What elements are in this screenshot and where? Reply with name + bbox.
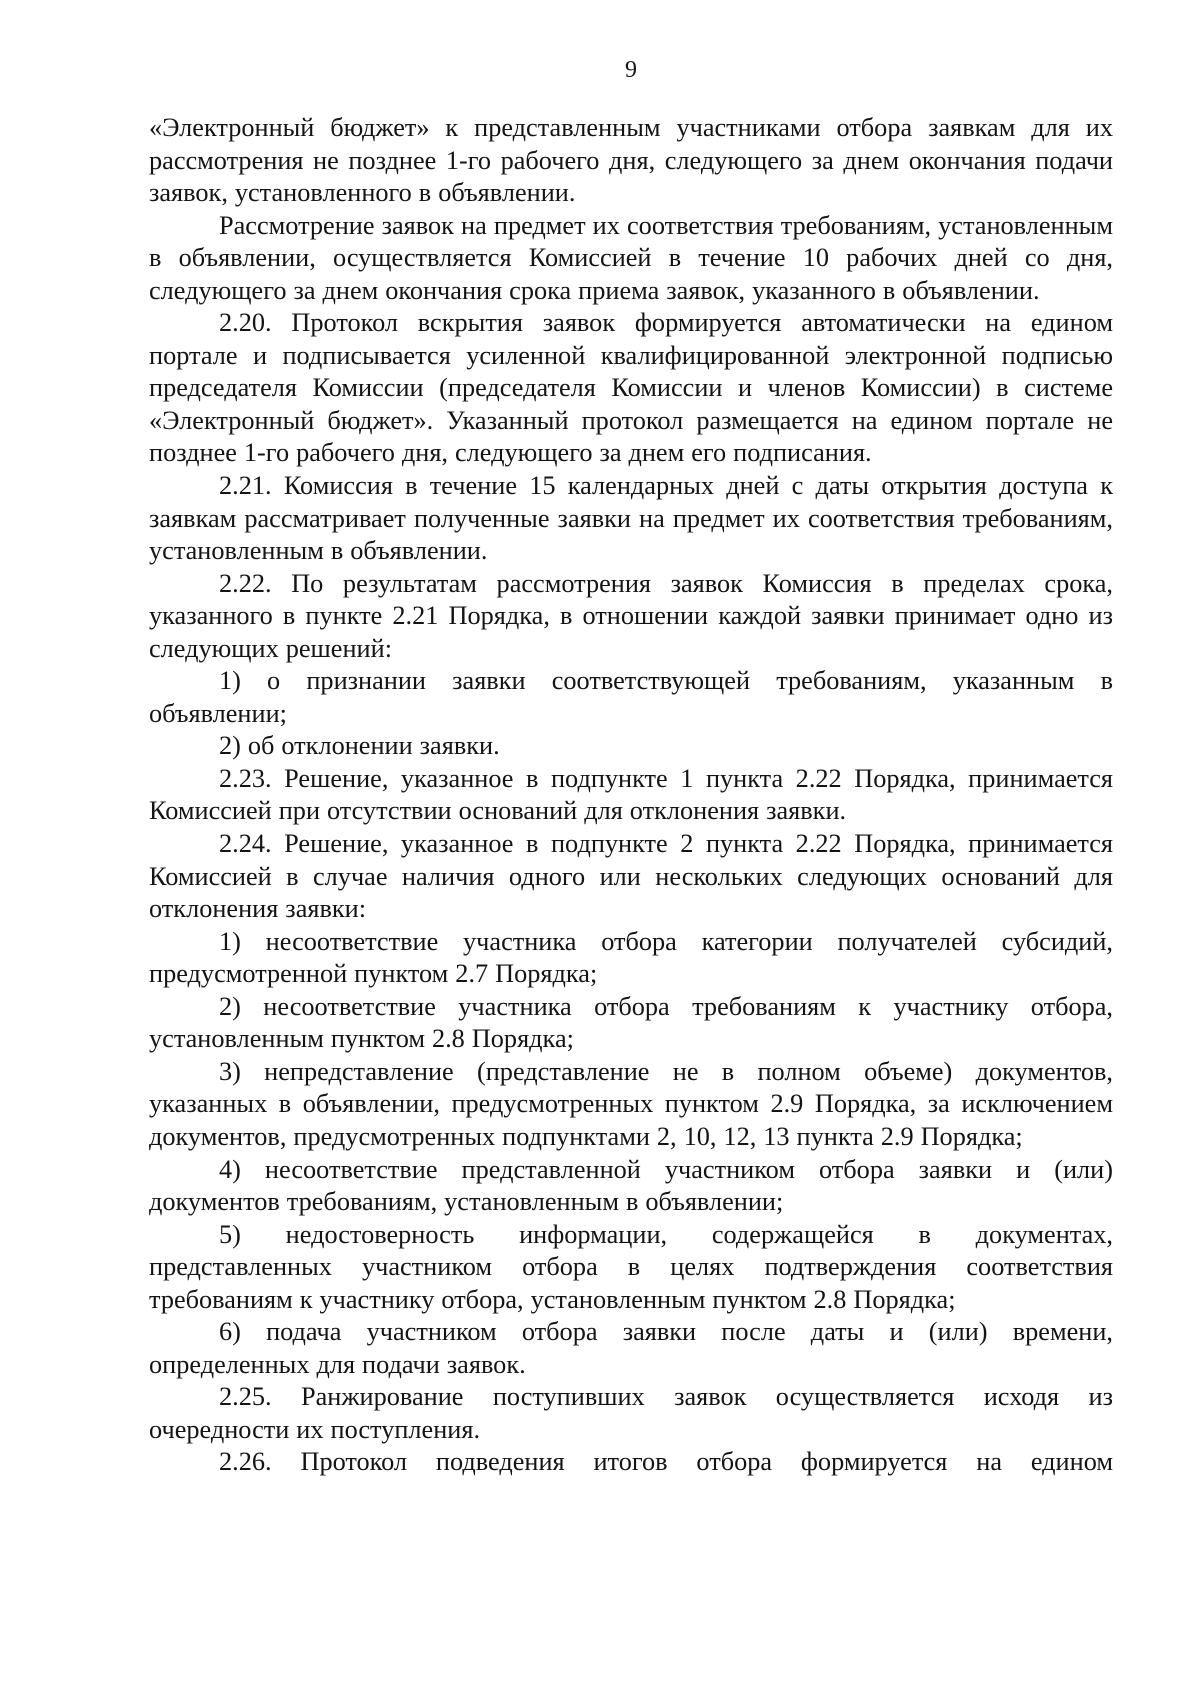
list-item-2-22-1: 1) о признании заявки соответствующей требованиям, указанным в объявлении; (149, 666, 1113, 728)
list-item-2-22-2: 2) об отклонении заявки. (219, 731, 500, 761)
paragraph-continuation: «Электронный бюджет» к представленным участниками отбора заявкам для их рассмотрения не позднее 1-го рабочего дня, следующего за днем окончания подачи заявок, установленного в объявлении. (149, 113, 1113, 208)
paragraph-2-24: 2.24. Решение, указанное в подпункте 2 пункта 2.22 Порядка, принимается Комиссией в случае наличия одного или нескольких следующих оснований для отклонения заявки: (149, 829, 1113, 924)
list-item-2-24-4: 4) несоответствие представленной участником отбора заявки и (или) документов требованиям, установленным в объявлении; (149, 1154, 1113, 1217)
paragraph-review-period: Рассмотрение заявок на предмет их соответствия требованиям, установленным в объявлении, осуществляется Комиссией в течение 10 рабочих дней со дня, следующего за днем окончания срока приема заявок, указанного в объявлении. (149, 210, 1113, 305)
list-item-2-24-2: 2) несоответствие участника отбора требованиям к участнику отбора, установленным пунктом 2.8 Порядка; (149, 991, 1113, 1054)
document-body (149, 112, 1113, 1479)
list-item-2-24-5: 5) недостоверность информации, содержащейся в документах, представленных участником отбора в целях подтверждения соответствия требованиям к участнику отбора, установленным пунктом 2.8 Порядка; (149, 1219, 1113, 1314)
paragraph-2-20: 2.20. Протокол вскрытия заявок формируется автоматически на едином портале и подписывается усиленной квалифицированной электронной подписью председателя Комиссии (председателя Комиссии и членов Комиссии) в системе «Электронный бюджет». Указанный протокол размещается на едином портале не позднее 1-го рабочего дня, следующего за днем его подписания. (149, 308, 1113, 468)
list-item-2-24-1: 1) несоответствие участника отбора категории получателей субсидий, предусмотренной пунктом 2.7 Порядка; (149, 926, 1113, 989)
paragraph-2-25: 2.25. Ранжирование поступивших заявок осуществляется исходя из очередности их поступления. (149, 1382, 1113, 1444)
paragraph-2-21: 2.21. Комиссия в течение 15 календарных дней с даты открытия доступа к заявкам рассматривает полученные заявки на предмет их соответствия требованиям, установленным в объявлении. (149, 471, 1113, 566)
list-item-2-24-6: 6) подача участником отбора заявки после даты и (или) времени, определенных для подачи заявок. (149, 1317, 1113, 1379)
list-item-2-24-3: 3) непредставление (представление не в полном объеме) документов, указанных в объявлении, предусмотренных пунктом 2.9 Порядка, за исключением документов, предусмотренных подпунктами 2, 10, 12, 13 пункта 2.9 Порядка; (149, 1056, 1113, 1151)
paragraph-2-26: 2.26. Протокол подведения итогов отбора формируется на едином (219, 1447, 1113, 1477)
paragraph-2-23: 2.23. Решение, указанное в подпункте 1 пункта 2.22 Порядка, принимается Комиссией при отсутствии оснований для отклонения заявки. (149, 763, 1113, 826)
page-number: 9 (625, 57, 637, 83)
paragraph-2-22: 2.22. По результатам рассмотрения заявок Комиссия в пределах срока, указанного в пункте 2.21 Порядка, в отношении каждой заявки принимает одно из следующих решений: (149, 568, 1113, 663)
